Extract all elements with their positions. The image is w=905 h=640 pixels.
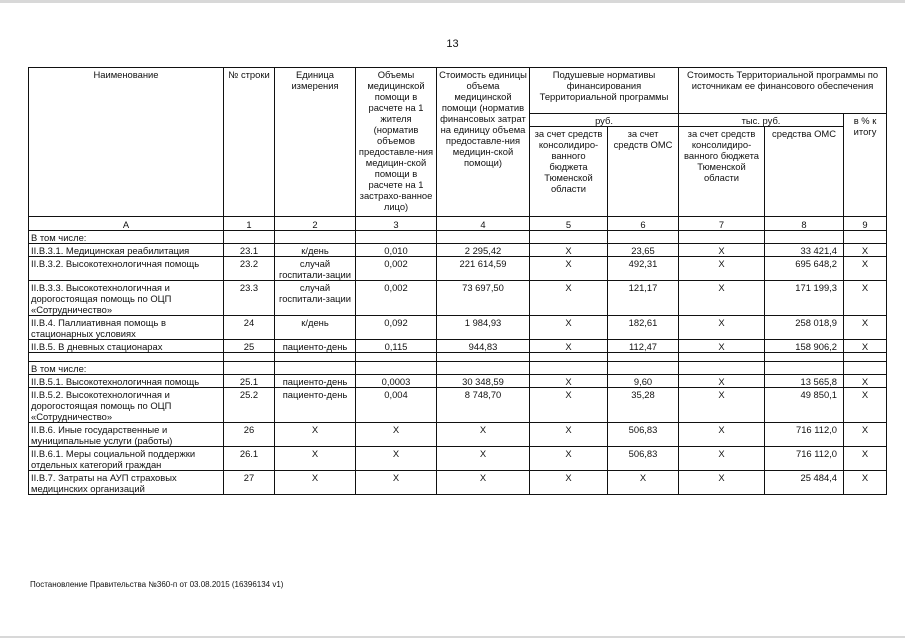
funding-table xyxy=(28,67,887,495)
empty-cell xyxy=(679,362,765,375)
value-cell: случай госпитали-зации xyxy=(275,281,356,316)
header-percent-total: в % к итогу xyxy=(844,114,887,217)
value-cell: случай госпитали-зации xyxy=(275,257,356,281)
header-cost: Стоимость единицы объема медицинской помощи (норматив финансовых затрат на единицу объема предоставле-ния медицин-ской помощи) xyxy=(437,68,530,217)
separator-row xyxy=(29,353,887,362)
value-cell: Х xyxy=(437,423,530,447)
value-cell: 8 748,70 xyxy=(437,388,530,423)
value-cell: 23,65 xyxy=(608,244,679,257)
column-index-row xyxy=(29,217,887,231)
separator-cell xyxy=(437,353,530,362)
value-cell: 27 xyxy=(224,471,275,495)
value-cell: 25.1 xyxy=(224,375,275,388)
value-cell: Х xyxy=(679,316,765,340)
separator-cell xyxy=(29,353,224,362)
value-cell: 23.3 xyxy=(224,281,275,316)
value-cell: 49 850,1 xyxy=(765,388,844,423)
empty-cell xyxy=(224,231,275,244)
row-name-cell: II.В.6. Иные государственные и муниципальные услуги (работы) xyxy=(29,423,224,447)
value-cell: Х xyxy=(844,423,887,447)
value-cell: Х xyxy=(530,281,608,316)
empty-cell xyxy=(275,362,356,375)
value-cell: 121,17 xyxy=(608,281,679,316)
value-cell: 35,28 xyxy=(608,388,679,423)
table-row xyxy=(29,423,887,447)
value-cell: Х xyxy=(356,471,437,495)
value-cell: к/день xyxy=(275,316,356,340)
value-cell: Х xyxy=(530,388,608,423)
value-cell: Х xyxy=(275,447,356,471)
subheading-row xyxy=(29,362,887,375)
header-unit: Единица измерения xyxy=(275,68,356,217)
row-name-cell: II.В.7. Затраты на АУП страховых медицинских организаций xyxy=(29,471,224,495)
value-cell: Х xyxy=(356,447,437,471)
header-per-capita: Подушевые нормативы финансирования Территориальной программы xyxy=(530,68,679,114)
value-cell: пациенто-день xyxy=(275,388,356,423)
value-cell: Х xyxy=(844,447,887,471)
empty-cell xyxy=(844,362,887,375)
index-cell: 3 xyxy=(356,217,437,231)
header-oms-source-2: средства ОМС xyxy=(765,127,844,217)
value-cell: Х xyxy=(844,388,887,423)
value-cell: 506,83 xyxy=(608,423,679,447)
value-cell: 221 614,59 xyxy=(437,257,530,281)
index-cell: 8 xyxy=(765,217,844,231)
value-cell: Х xyxy=(275,471,356,495)
value-cell: пациенто-день xyxy=(275,375,356,388)
value-cell: 0,115 xyxy=(356,340,437,353)
value-cell: Х xyxy=(530,316,608,340)
value-cell: 716 112,0 xyxy=(765,423,844,447)
scan-edge-top xyxy=(0,0,905,3)
row-name-cell: II.В.3.2. Высокотехнологичная помощь xyxy=(29,257,224,281)
value-cell: Х xyxy=(844,244,887,257)
header-program-cost-unit: тыс. руб. xyxy=(679,114,844,127)
row-name-cell: II.В.4. Паллиативная помощь в стационарных условиях xyxy=(29,316,224,340)
value-cell: 0,092 xyxy=(356,316,437,340)
value-cell: 0,0003 xyxy=(356,375,437,388)
index-cell: 6 xyxy=(608,217,679,231)
value-cell: 506,83 xyxy=(608,447,679,471)
index-cell: 2 xyxy=(275,217,356,231)
empty-cell xyxy=(224,362,275,375)
empty-cell xyxy=(530,362,608,375)
separator-cell xyxy=(765,353,844,362)
index-cell: 4 xyxy=(437,217,530,231)
table-row xyxy=(29,244,887,257)
row-name-cell: II.В.5.2. Высокотехнологичная и дорогостоящая помощь по ОЦП «Сотрудничество» xyxy=(29,388,224,423)
empty-cell xyxy=(765,362,844,375)
value-cell: 73 697,50 xyxy=(437,281,530,316)
value-cell: 492,31 xyxy=(608,257,679,281)
index-cell: А xyxy=(29,217,224,231)
subheading-row xyxy=(29,231,887,244)
value-cell: 30 348,59 xyxy=(437,375,530,388)
empty-cell xyxy=(356,231,437,244)
value-cell: 158 906,2 xyxy=(765,340,844,353)
table-row xyxy=(29,281,887,316)
value-cell: 24 xyxy=(224,316,275,340)
value-cell: 944,83 xyxy=(437,340,530,353)
value-cell: Х xyxy=(679,281,765,316)
value-cell: 258 018,9 xyxy=(765,316,844,340)
value-cell: 25 484,4 xyxy=(765,471,844,495)
value-cell: Х xyxy=(844,340,887,353)
value-cell: Х xyxy=(530,471,608,495)
empty-cell xyxy=(608,362,679,375)
header-budget-source-2: за счет средств консолидиро-ванного бюджета Тюменской области xyxy=(679,127,765,217)
separator-cell xyxy=(275,353,356,362)
value-cell: Х xyxy=(437,447,530,471)
separator-cell xyxy=(224,353,275,362)
index-cell: 1 xyxy=(224,217,275,231)
value-cell: Х xyxy=(679,375,765,388)
value-cell: Х xyxy=(679,447,765,471)
empty-cell xyxy=(679,231,765,244)
value-cell: Х xyxy=(530,375,608,388)
value-cell: 26.1 xyxy=(224,447,275,471)
separator-cell xyxy=(530,353,608,362)
value-cell: 9,60 xyxy=(608,375,679,388)
table-body xyxy=(29,231,887,495)
table-row xyxy=(29,340,887,353)
value-cell: Х xyxy=(530,447,608,471)
index-cell: 9 xyxy=(844,217,887,231)
value-cell: Х xyxy=(437,471,530,495)
value-cell: Х xyxy=(844,281,887,316)
header-name: Наименование xyxy=(29,68,224,217)
value-cell: пациенто-день xyxy=(275,340,356,353)
value-cell: Х xyxy=(530,244,608,257)
empty-cell xyxy=(437,362,530,375)
header-budget-source: за счет средств консолидиро-ванного бюджета Тюменской области xyxy=(530,127,608,217)
value-cell: Х xyxy=(608,471,679,495)
value-cell: 25 xyxy=(224,340,275,353)
value-cell: Х xyxy=(844,471,887,495)
value-cell: Х xyxy=(844,316,887,340)
value-cell: Х xyxy=(530,257,608,281)
value-cell: 171 199,3 xyxy=(765,281,844,316)
table-row xyxy=(29,316,887,340)
value-cell: к/день xyxy=(275,244,356,257)
empty-cell xyxy=(765,231,844,244)
table-row xyxy=(29,388,887,423)
value-cell: 0,002 xyxy=(356,281,437,316)
value-cell: 0,002 xyxy=(356,257,437,281)
table-row xyxy=(29,375,887,388)
empty-cell xyxy=(844,231,887,244)
value-cell: Х xyxy=(679,340,765,353)
value-cell: 26 xyxy=(224,423,275,447)
empty-cell xyxy=(608,231,679,244)
value-cell: Х xyxy=(679,471,765,495)
header-oms-source: за счет средств ОМС xyxy=(608,127,679,217)
value-cell: Х xyxy=(844,375,887,388)
empty-cell xyxy=(275,231,356,244)
table-row xyxy=(29,447,887,471)
empty-cell xyxy=(530,231,608,244)
value-cell: 2 295,42 xyxy=(437,244,530,257)
value-cell: 23.2 xyxy=(224,257,275,281)
subheading-label: В том числе: xyxy=(29,231,224,244)
value-cell: 33 421,4 xyxy=(765,244,844,257)
row-name-cell: II.В.5.1. Высокотехнологичная помощь xyxy=(29,375,224,388)
value-cell: 23.1 xyxy=(224,244,275,257)
separator-cell xyxy=(356,353,437,362)
value-cell: Х xyxy=(679,388,765,423)
value-cell: 695 648,2 xyxy=(765,257,844,281)
row-name-cell: II.В.3.1. Медицинская реабилитация xyxy=(29,244,224,257)
row-name-cell: II.В.6.1. Меры социальной поддержки отдельных категорий граждан xyxy=(29,447,224,471)
header-volume: Объемы медицинской помощи в расчете на 1 жителя (норматив объемов предоставле-ния медицин-ской помощи в расчете на 1 застрахо-ванное лицо) xyxy=(356,68,437,217)
table-row xyxy=(29,471,887,495)
index-cell: 7 xyxy=(679,217,765,231)
value-cell: 0,010 xyxy=(356,244,437,257)
table-row xyxy=(29,257,887,281)
value-cell: 1 984,93 xyxy=(437,316,530,340)
header-row-1 xyxy=(29,68,887,114)
separator-cell xyxy=(679,353,765,362)
subheading-label: В том числе: xyxy=(29,362,224,375)
empty-cell xyxy=(356,362,437,375)
footer-note: Постановление Правительства №360-п от 03.08.2015 (16396134 v1) xyxy=(30,580,284,589)
index-cell: 5 xyxy=(530,217,608,231)
value-cell: Х xyxy=(679,257,765,281)
value-cell: 25.2 xyxy=(224,388,275,423)
separator-cell xyxy=(844,353,887,362)
separator-cell xyxy=(608,353,679,362)
header-program-cost: Стоимость Территориальной программы по источникам ее финансового обеспечения xyxy=(679,68,887,114)
value-cell: Х xyxy=(844,257,887,281)
value-cell: Х xyxy=(679,244,765,257)
page-number: 13 xyxy=(446,38,459,50)
empty-cell xyxy=(437,231,530,244)
scan-edge-bottom xyxy=(0,636,905,638)
value-cell: Х xyxy=(530,340,608,353)
value-cell: 112,47 xyxy=(608,340,679,353)
value-cell: 0,004 xyxy=(356,388,437,423)
value-cell: 13 565,8 xyxy=(765,375,844,388)
value-cell: Х xyxy=(530,423,608,447)
value-cell: Х xyxy=(679,423,765,447)
row-name-cell: II.В.5. В дневных стационарах xyxy=(29,340,224,353)
value-cell: 182,61 xyxy=(608,316,679,340)
header-row-no: № строки xyxy=(224,68,275,217)
row-name-cell: II.В.3.3. Высокотехнологичная и дорогостоящая помощь по ОЦП «Сотрудничество» xyxy=(29,281,224,316)
header-per-capita-unit: руб. xyxy=(530,114,679,127)
value-cell: Х xyxy=(275,423,356,447)
value-cell: 716 112,0 xyxy=(765,447,844,471)
value-cell: Х xyxy=(356,423,437,447)
